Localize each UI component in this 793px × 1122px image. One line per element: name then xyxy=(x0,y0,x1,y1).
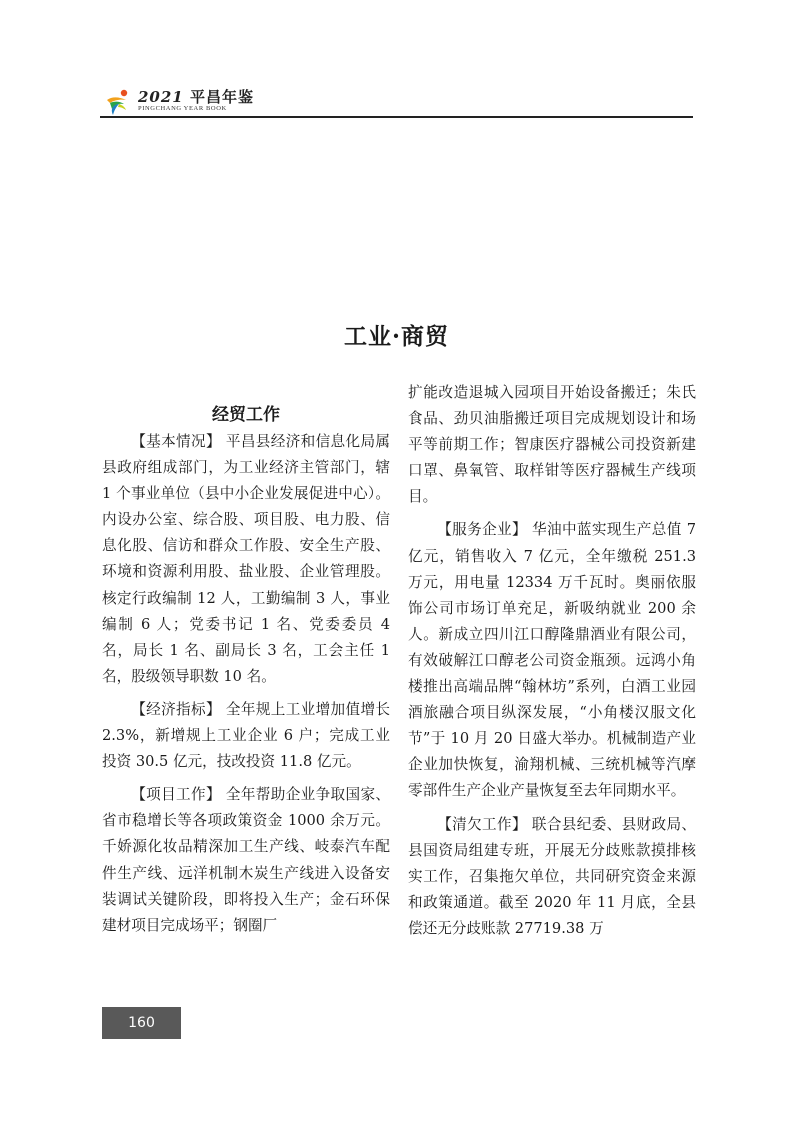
page-header xyxy=(100,86,693,118)
paragraph-service-enterprises xyxy=(408,517,696,804)
paragraph-project-work xyxy=(102,782,390,939)
paragraph-economic-indicators xyxy=(102,697,390,775)
pingchang-logo-icon xyxy=(104,88,132,116)
paragraph-text: 联合县纪委、县财政局、县国资局组建专班，开展无分歧账款摸排核实工作，召集拖欠单位，共同研究资金来源和政策通道。截至 2020 年 11 月底，全县偿还无分歧账款 27719.38 万 xyxy=(408,815,696,937)
paragraph-text: 全年规上工业增加值增长 2.3%，新增规上工业企业 6 户；完成工业投资 30.5 亿元，技改投资 11.8 亿元。 xyxy=(102,700,390,771)
yearbook-year: 2021 xyxy=(138,88,184,106)
paragraph-text: 华油中蓝实现生产总值 7 亿元，销售收入 7 亿元，全年缴税 251.3 万元，用电量 12334 万千瓦时。奥丽依服饰公司市场订单充足，新吸纳就业 200 余人。新成立四川江口醇隆鼎酒业有限公司，有效破解江口醇老公司资金瓶颈。远鸿小角楼推出高端品牌“翰林坊”系列，白酒工业园酒旅融合项目纵深发展，“小角楼汉服文化节”于 10 月 20 日盛大举办。机械制造产业企业加快恢复，渝翔机械、三统机械等汽摩零部件生产企业产量恢复至去年同期水平。 xyxy=(408,521,696,800)
yearbook-name: 平昌年鉴 xyxy=(189,88,254,106)
paragraph-continuation: 扩能改造退城入园项目开始设备搬迁；朱氏食品、劲贝油脂搬迁项目完成规划设计和场平等前期工作；智康医疗器械公司投资新建口罩、鼻氧管、取样钳等医疗器械生产线项目。 xyxy=(408,384,696,506)
right-column xyxy=(408,380,696,949)
left-column xyxy=(102,402,390,946)
yearbook-title xyxy=(138,86,254,107)
page-number: 160 xyxy=(102,1007,181,1039)
paragraph-lead: 【清欠工作】 xyxy=(437,815,527,833)
paragraph-lead: 【经济指标】 xyxy=(131,700,221,718)
paragraph-lead: 【基本情况】 xyxy=(131,433,221,450)
paragraph-debt-clearing xyxy=(408,812,696,942)
yearbook-subtitle: PINGCHANG YEAR BOOK xyxy=(138,105,227,112)
paragraph-lead: 【项目工作】 xyxy=(131,786,221,804)
section-heading: 经贸工作 xyxy=(212,405,280,425)
paragraph-text: 平昌县经济和信息化局属县政府组成部门，为工业经济主管部门，辖 1 个事业单位（县中小企业发展促进中心）。内设办公室、综合股、项目股、电力股、信息化股、信访和群众工作股、安全生产股、环境和资源利用股、盐业股、企业管理股。核定行政编制 12 人，工勤编制 3 人，事业编制 6 人；党委书记 1 名、党委委员 4 名，局长 1 名、副局长 3 名，工会主任 1 名，股级领导职数 10 名。 xyxy=(102,433,390,685)
chapter-title: 工业·商贸 xyxy=(343,323,449,350)
paragraph-lead: 【服务企业】 xyxy=(437,521,527,539)
paragraph-basic-situation xyxy=(102,429,390,690)
header-divider xyxy=(100,116,693,118)
paragraph-text: 全年帮助企业争取国家、省市稳增长等各项政策资金 1000 余万元。千娇源化妆品精深加工生产线、岐泰汽车配件生产线、远洋机制木炭生产线进入设备安装调试关键阶段，即将投入生产；金石环保建材项目完成场平；钢圈厂 xyxy=(102,786,390,934)
